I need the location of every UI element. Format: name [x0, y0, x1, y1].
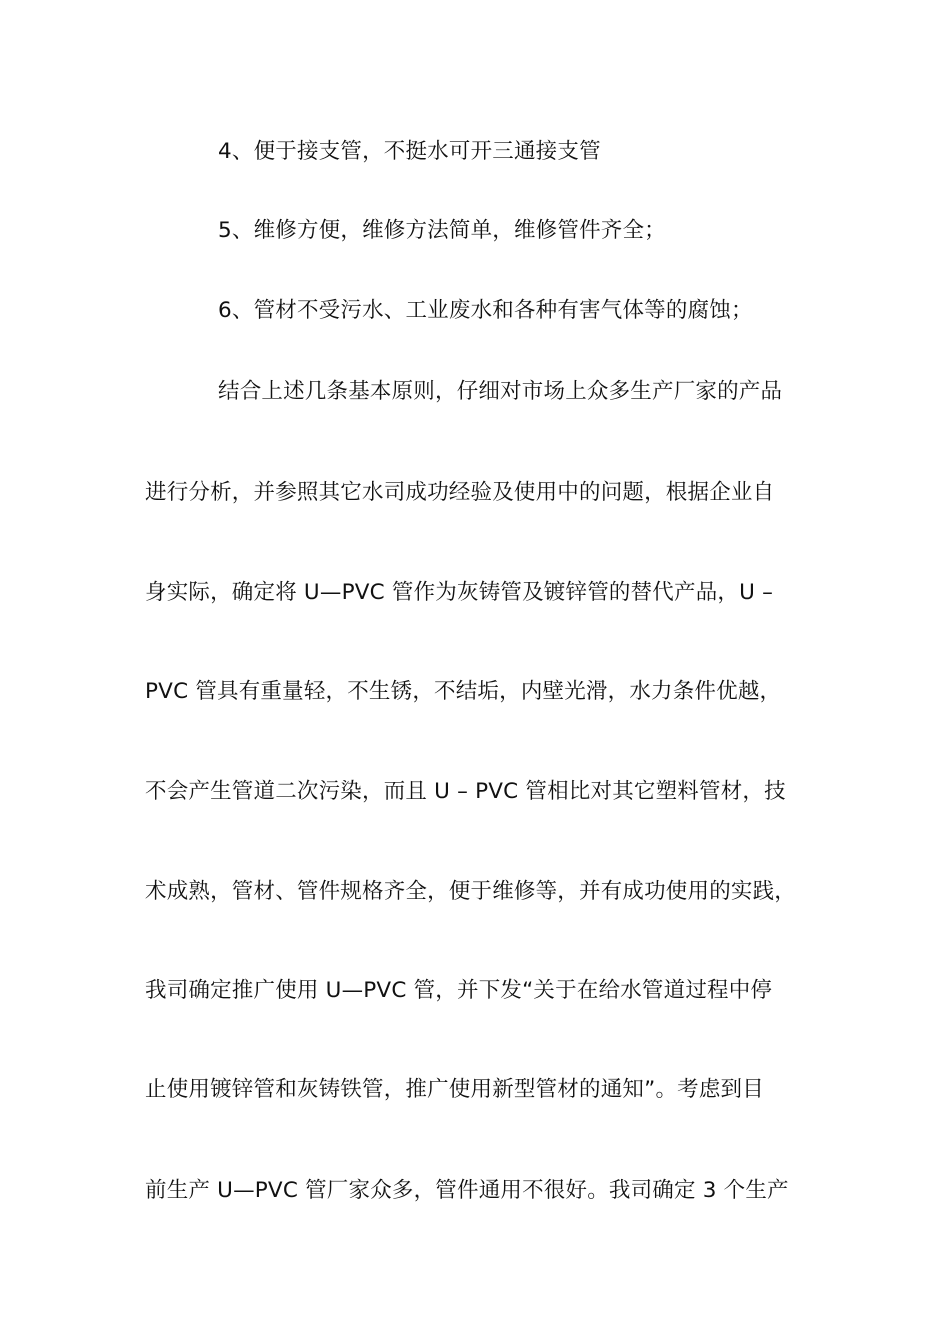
paragraph-line-2: 进行分析，并参照其它水司成功经验及使用中的问题，根据企业自 [145, 480, 775, 505]
paragraph-line-1: 结合上述几条基本原则，仔细对市场上众多生产厂家的产品 [218, 379, 783, 404]
paragraph-line-9: 前生产 U—PVC 管厂家众多，管件通用不很好。我司确定 3 个生产 [145, 1178, 789, 1203]
list-item-5: 5、维修方便，维修方法简单，维修管件齐全； [218, 218, 666, 243]
list-item-6: 6、管材不受污水、工业废水和各种有害气体等的腐蚀； [218, 298, 753, 323]
paragraph-line-3: 身实际，确定将 U—PVC 管作为灰铸管及镀锌管的替代产品，U – [145, 580, 774, 605]
paragraph-line-5: 不会产生管道二次污染，而且 U – PVC 管相比对其它塑料管材，技 [145, 779, 786, 804]
paragraph-line-7: 我司确定推广使用 U—PVC 管，并下发“关于在给水管道过程中停 [145, 978, 773, 1003]
list-item-4: 4、便于接支管，不挺水可开三通接支管 [218, 139, 601, 164]
paragraph-line-8: 止使用镀锌管和灰铸铁管，推广使用新型管材的通知”。考虑到目 [145, 1077, 764, 1102]
paragraph-line-4: PVC 管具有重量轻，不生锈，不结垢，内壁光滑，水力条件优越， [145, 679, 782, 704]
paragraph-line-6: 术成熟，管材、管件规格齐全，便于维修等，并有成功使用的实践， [145, 879, 797, 904]
